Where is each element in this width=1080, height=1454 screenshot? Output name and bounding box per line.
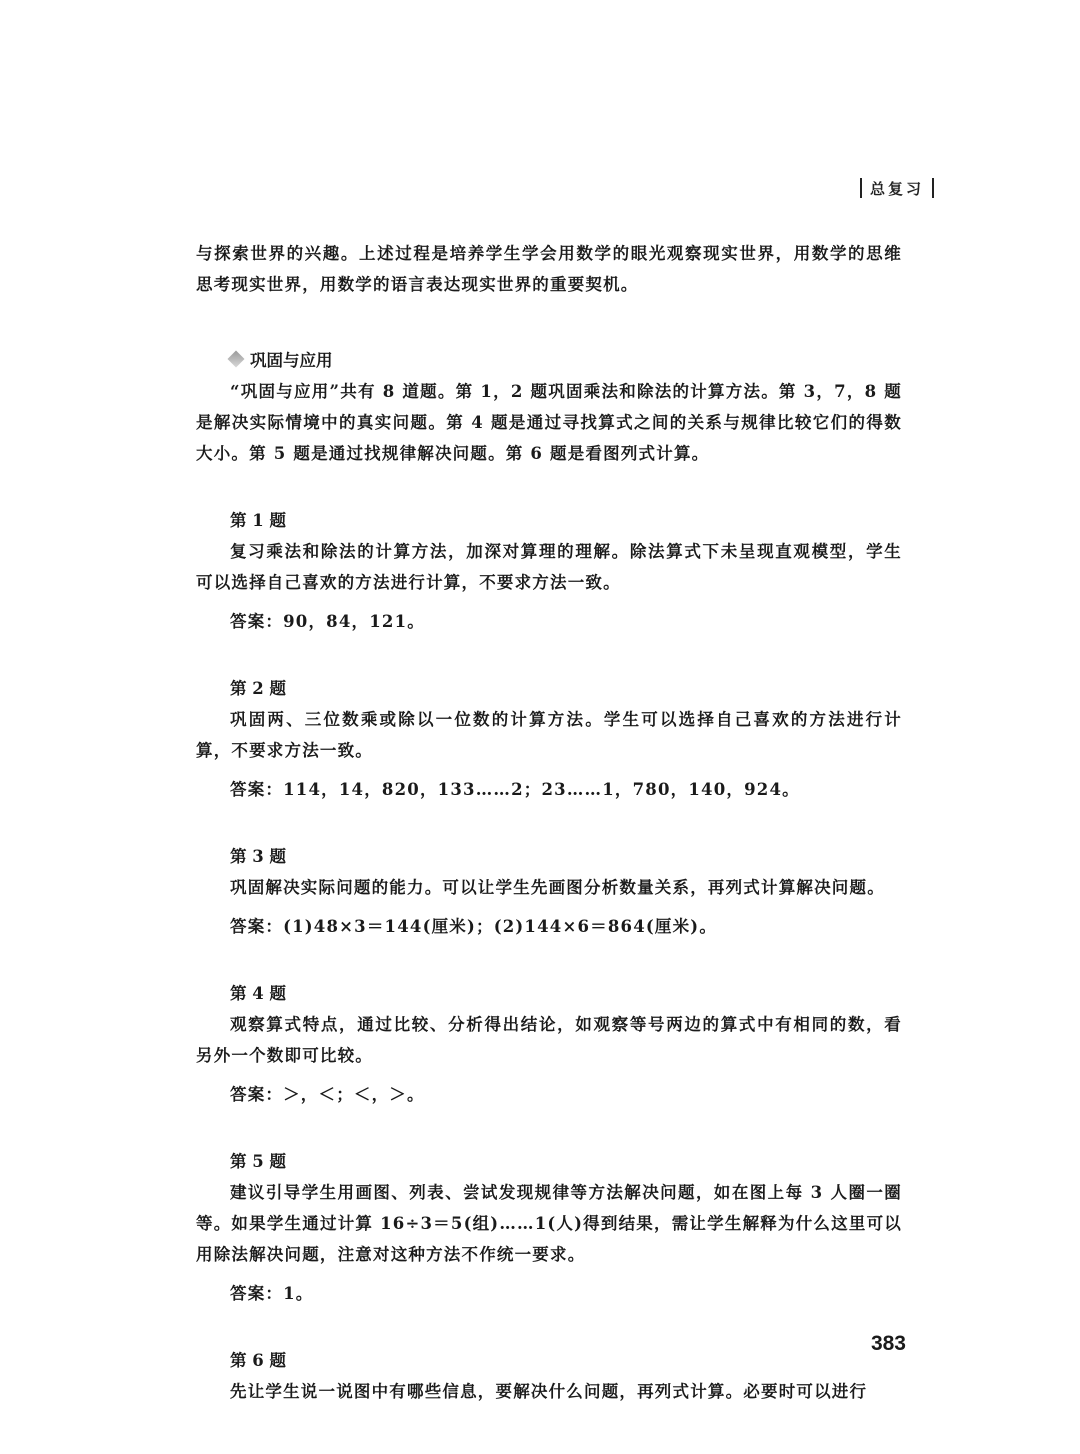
question-answer: 答案：(1)48×3＝144(厘米)；(2)144×6＝864(厘米)。 [230,917,718,936]
question-title: 第 2 题 [230,679,286,698]
section-heading-consolidation [196,345,902,376]
question-body: 巩固解决实际问题的能力。可以让学生先画图分析数量关系，再列式计算解决问题。 [230,878,885,897]
question-body: 观察算式特点，通过比较、分析得出结论，如观察等号两边的算式中有相同的数，看另外一个数即可比较。 [196,1015,902,1065]
page-number: 383 [870,1332,906,1355]
header-section-label: 总复习 [869,180,924,198]
question-answer: 答案：114，14，820，133……2；23……1，780，140，924。 [230,780,800,799]
question-title: 第 4 题 [230,984,286,1003]
page-content [196,238,902,1407]
question-title: 第 5 题 [230,1152,286,1171]
question-block-6 [196,1345,902,1407]
question-answer: 答案：1。 [230,1284,314,1303]
header-left-bar [860,178,862,198]
intro-continuation: 与探索世界的兴趣。上述过程是培养学生学会用数学的眼光观察现实世界，用数学的思维思考现实世界，用数学的语言表达现实世界的重要契机。 [196,244,902,294]
question-title: 第 1 题 [230,511,286,530]
question-title: 第 3 题 [230,847,286,866]
question-body: 建议引导学生用画图、列表、尝试发现规律等方法解决问题，如在图上每 3 人圈一圈等。如果学生通过计算 16÷3＝5(组)……1(人)得到结果，需让学生解释为什么这里可以用除法解决问题，注意对这种方法不作统一要求。 [196,1183,902,1264]
question-body: 巩固两、三位数乘或除以一位数的计算方法。学生可以选择自己喜欢的方法进行计算，不要求方法一致。 [196,710,902,760]
question-answer: 答案：＞，＜；＜，＞。 [230,1085,425,1104]
diamond-bullet-icon [228,351,245,368]
question-block-2 [196,673,902,805]
running-header [852,178,942,199]
question-block-5 [196,1146,902,1309]
question-block-4 [196,978,902,1110]
question-title: 第 6 题 [230,1351,286,1370]
section-summary: “巩固与应用”共有 8 道题。第 1，2 题巩固乘法和除法的计算方法。第 3，7，8 题是解决实际情境中的真实问题。第 4 题是通过寻找算式之间的关系与规律比较它们的得数大小。第 5 题是通过找规律解决问题。第 6 题是看图列式计算。 [196,382,902,463]
question-block-3 [196,841,902,942]
question-body: 先让学生说一说图中有哪些信息，要解决什么问题，再列式计算。必要时可以进行 [230,1382,868,1401]
question-body: 复习乘法和除法的计算方法，加深对算理的理解。除法算式下未呈现直观模型，学生可以选择自己喜欢的方法进行计算，不要求方法一致。 [196,542,902,592]
header-right-bar [932,178,934,198]
question-answer: 答案：90，84，121。 [230,612,425,631]
question-block-1 [196,505,902,637]
section-heading-label: 巩固与应用 [250,351,333,370]
